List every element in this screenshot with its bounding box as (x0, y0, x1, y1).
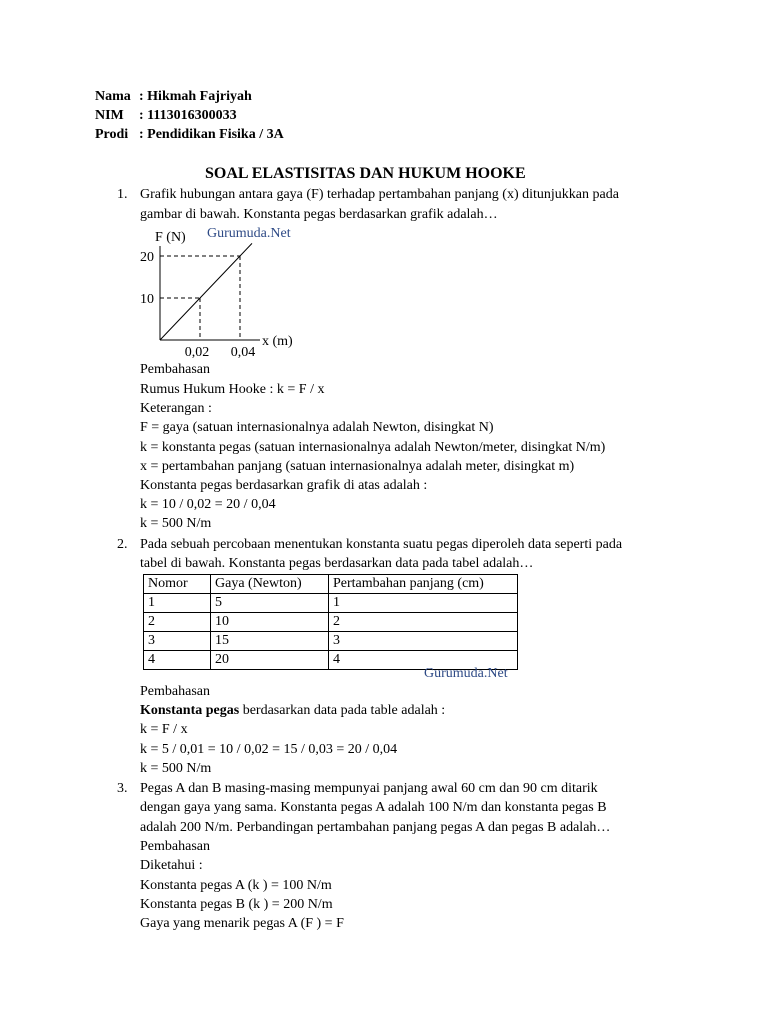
q1-ket-x: x = pertambahan panjang (satuan internasionalnya adalah meter, disingkat m) (140, 459, 575, 474)
y-axis-label: F (N) (155, 230, 186, 245)
table-row (144, 594, 518, 613)
q1-ket-k: k = konstanta pegas (satuan internasionalnya adalah Newton/meter, disingkat N/m) (140, 440, 606, 455)
q2-konst-rest: berdasarkan data pada table adalah : (239, 703, 446, 718)
q3-number: 3. (117, 781, 128, 796)
table-cell: 20 (211, 651, 329, 670)
q2-text-line2: tabel di bawah. Konstanta pegas berdasarkan data pada tabel adalah… (140, 556, 534, 571)
table-cell: 5 (211, 594, 329, 613)
q2-number: 2. (117, 537, 128, 552)
table-cell: 15 (211, 632, 329, 651)
x-axis-label: x (m) (262, 334, 293, 349)
data-line (160, 243, 252, 340)
table-cell: 4 (329, 651, 518, 670)
y-tick-10: 10 (140, 292, 154, 307)
table-row (144, 613, 518, 632)
q2-result: k = 500 N/m (140, 761, 212, 776)
table-header-cell: Pertambahan panjang (cm) (329, 575, 518, 594)
watermark-1: Gurumuda.Net (207, 226, 291, 241)
q1-text-line2: gambar di bawah. Konstanta pegas berdasarkan grafik adalah… (140, 207, 498, 222)
data-table (143, 574, 518, 670)
q3-pembahasan: Pembahasan (140, 839, 210, 854)
q2-konst-bold: Konstanta pegas (140, 703, 240, 718)
q1-number: 1. (117, 187, 128, 202)
table-cell: 10 (211, 613, 329, 632)
table-cell: 1 (329, 594, 518, 613)
page-title: SOAL ELASTISITAS DAN HUKUM HOOKE (205, 165, 526, 182)
table-row (144, 632, 518, 651)
q1-text-line1: Grafik hubungan antara gaya (F) terhadap pertambahan panjang (x) ditunjukkan pada (140, 187, 619, 202)
table-header-row (144, 575, 518, 594)
q1-rumus: Rumus Hukum Hooke : k = F / x (140, 382, 325, 397)
table-cell: 2 (329, 613, 518, 632)
table-cell: 2 (144, 613, 211, 632)
table-header-cell: Nomor (144, 575, 211, 594)
q1-pembahasan: Pembahasan (140, 362, 210, 377)
q1-ket-f: F = gaya (satuan internasionalnya adalah Newton, disingkat N) (140, 420, 494, 435)
nim-value: : 1113016300033 (139, 108, 237, 123)
q3-text-line2: dengan gaya yang sama. Konstanta pegas A adalah 100 N/m dan konstanta pegas B (140, 800, 607, 815)
q2-formula: k = F / x (140, 722, 188, 737)
x-tick-004: 0,04 (230, 345, 256, 360)
nim-label: NIM (95, 108, 124, 123)
q1-konst-line: Konstanta pegas berdasarkan grafik di atas adalah : (140, 478, 428, 493)
watermark-2: Gurumuda.Net (424, 666, 508, 681)
force-extension-chart (130, 222, 330, 362)
nama-value: : Hikmah Fajriyah (139, 89, 252, 104)
q3-diketahui: Diketahui : (140, 858, 203, 873)
q3-line-f: Gaya yang menarik pegas A (F ) = F (140, 916, 344, 931)
prodi-label: Prodi (95, 127, 129, 142)
nama-label: Nama (95, 89, 131, 104)
q1-calc: k = 10 / 0,02 = 20 / 0,04 (140, 497, 276, 512)
prodi-value: : Pendidikan Fisika / 3A (139, 127, 284, 142)
y-tick-20: 20 (140, 250, 154, 265)
table-cell: 4 (144, 651, 211, 670)
q3-text-line3: adalah 200 N/m. Perbandingan pertambahan panjang pegas A dan pegas B adalah… (140, 820, 611, 835)
q2-calc: k = 5 / 0,01 = 10 / 0,02 = 15 / 0,03 = 20 / 0,04 (140, 742, 398, 757)
q1-result: k = 500 N/m (140, 516, 212, 531)
table-header-cell: Gaya (Newton) (211, 575, 329, 594)
q2-konstanta-line (140, 702, 445, 720)
table-cell: 1 (144, 594, 211, 613)
q1-keterangan: Keterangan : (140, 401, 212, 416)
table-cell: 3 (329, 632, 518, 651)
q3-text-line1: Pegas A dan B masing-masing mempunyai panjang awal 60 cm dan 90 cm ditarik (140, 781, 598, 796)
q2-pembahasan: Pembahasan (140, 684, 210, 699)
x-tick-002: 0,02 (184, 345, 210, 360)
table-cell: 3 (144, 632, 211, 651)
q3-line-b: Konstanta pegas B (k ) = 200 N/m (140, 897, 333, 912)
q3-line-a: Konstanta pegas A (k ) = 100 N/m (140, 878, 332, 893)
q2-text-line1: Pada sebuah percobaan menentukan konstanta suatu pegas diperoleh data seperti pada (140, 537, 623, 552)
